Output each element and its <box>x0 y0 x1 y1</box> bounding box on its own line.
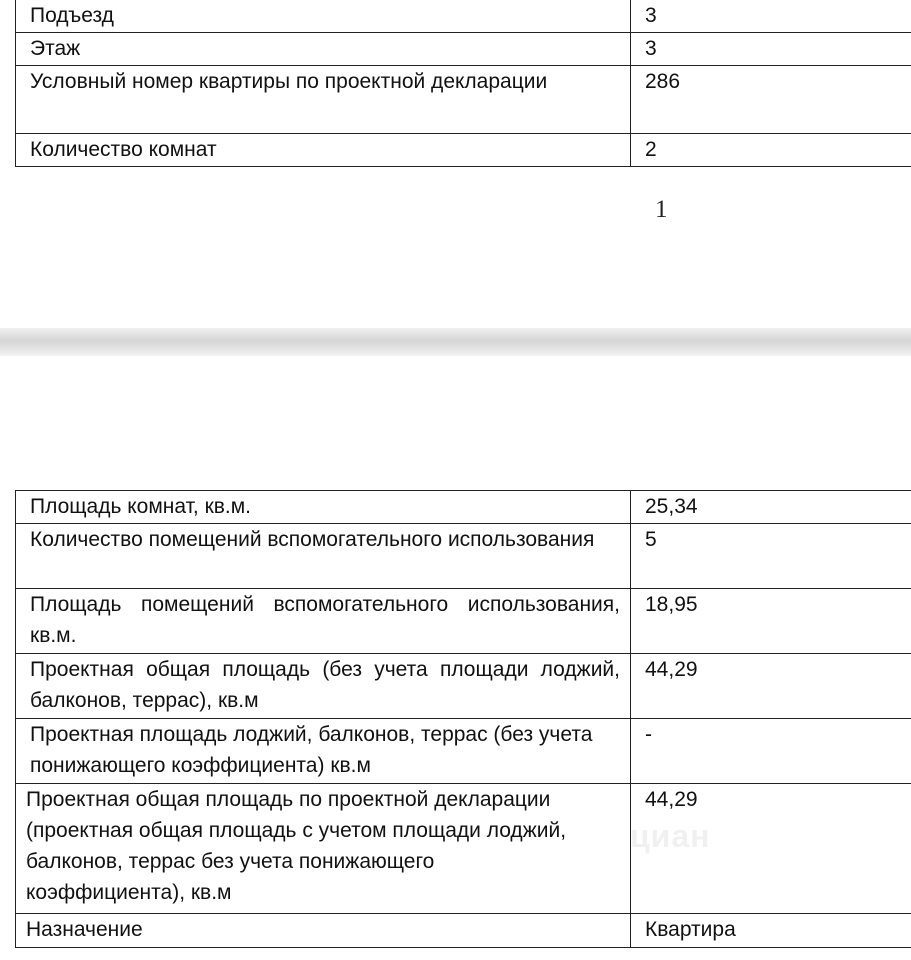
row-value-entrance: 3 <box>631 0 911 33</box>
row-value-auxiliary-area: 18,95 <box>631 589 911 654</box>
row-label-auxiliary-count: Количество помещений вспомогательного использования <box>16 524 631 589</box>
row-value-declared-total-area: 44,29 <box>631 784 911 914</box>
row-label-rooms-count: Количество комнат <box>16 134 631 167</box>
row-value-floor: 3 <box>631 33 911 66</box>
row-label-rooms-area: Площадь комнат, кв.м. <box>16 491 631 524</box>
row-label-floor: Этаж <box>16 33 631 66</box>
page-separator <box>0 328 911 356</box>
table-row <box>16 0 911 33</box>
row-value-purpose: Квартира <box>631 914 911 948</box>
table-row <box>16 524 911 589</box>
watermark: циан <box>630 818 711 854</box>
apartment-info-table-top <box>15 0 911 167</box>
row-label-entrance: Подъезд <box>16 0 631 33</box>
apartment-info-table-bottom <box>15 490 911 948</box>
table-row <box>16 654 911 719</box>
table-row <box>16 66 911 134</box>
table-row <box>16 719 911 784</box>
row-label-declared-total-area: Проектная общая площадь по проектной декларации (проектная общая площадь с учетом площади лоджий, балконов, террас без учета понижающего коэффициента), кв.м <box>16 784 631 914</box>
row-label-loggias-area: Проектная площадь лоджий, балконов, террас (без учета понижающего коэффициента) кв.м <box>16 719 631 784</box>
table-row <box>16 914 911 948</box>
table-row <box>16 33 911 66</box>
row-label-apartment-number: Условный номер квартиры по проектной декларации <box>16 66 631 134</box>
row-label-auxiliary-area: Площадь помещений вспомогательного использования, кв.м. <box>16 589 631 654</box>
table-row <box>16 784 911 914</box>
row-value-apartment-number: 286 <box>631 66 911 134</box>
row-value-rooms-area: 25,34 <box>631 491 911 524</box>
table-row <box>16 589 911 654</box>
row-value-rooms-count: 2 <box>631 134 911 167</box>
row-label-total-area-without-loggias: Проектная общая площадь (без учета площади лоджий, балконов, террас), кв.м <box>16 654 631 719</box>
row-value-auxiliary-count: 5 <box>631 524 911 589</box>
page-number: 1 <box>655 196 668 223</box>
row-value-loggias-area: - <box>631 719 911 784</box>
table-row <box>16 134 911 167</box>
table-row <box>16 491 911 524</box>
row-value-total-area-without-loggias: 44,29 <box>631 654 911 719</box>
row-label-purpose: Назначение <box>16 914 631 948</box>
